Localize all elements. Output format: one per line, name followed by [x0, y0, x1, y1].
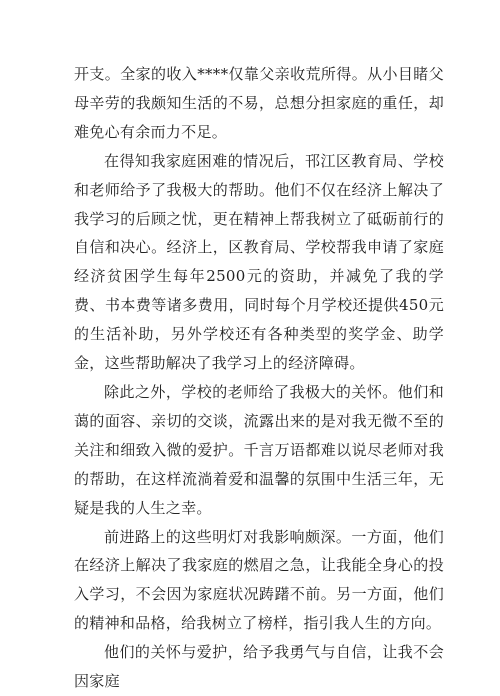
- paragraph-2: 在得知我家庭困难的情况后，邗江区教育局、学校和老师给予了我极大的帮助。他们不仅在经济上解决了我学习的后顾之忧，更在精神上帮我树立了砥砺前行的自信和决心。经济上，区教育局、学校帮我申请了家庭经济贫困学生每年2500元的资助，并减免了我的学费、书本费等诸多费用，同时每个月学校还提供450元的生活补助，另外学校还有各种类型的奖学金、助学金，这些帮助解决了我学习上的经济障碍。: [74, 151, 444, 373]
- paragraph-4: 前进路上的这些明灯对我影响颇深。一方面，他们在经济上解决了我家庭的燃眉之急，让我能全身心的投入学习，不会因为家庭状况踌躇不前。另一方面，他们的精神和品格，给我树立了榜样，指引我人生的方向。: [74, 527, 444, 633]
- document-body: [74, 60, 444, 696]
- paragraph-3: 除此之外，学校的老师给了我极大的关怀。他们和蔼的面容、亲切的交谈，流露出来的是对我无微不至的关注和细致入微的爱护。千言万语都难以说尽老师对我的帮助，在这样流淌着爱和温馨的氛围中生活三年，无疑是我的人生之幸。: [74, 382, 444, 517]
- paragraph-1: 开支。全家的收入****仅靠父亲收荒所得。从小目睹父母辛劳的我颇知生活的不易，总想分担家庭的重任，却难免心有余而力不足。: [74, 65, 444, 141]
- paragraph-5: 他们的关怀与爱护，给予我勇气与自信，让我不会因家庭: [74, 643, 444, 691]
